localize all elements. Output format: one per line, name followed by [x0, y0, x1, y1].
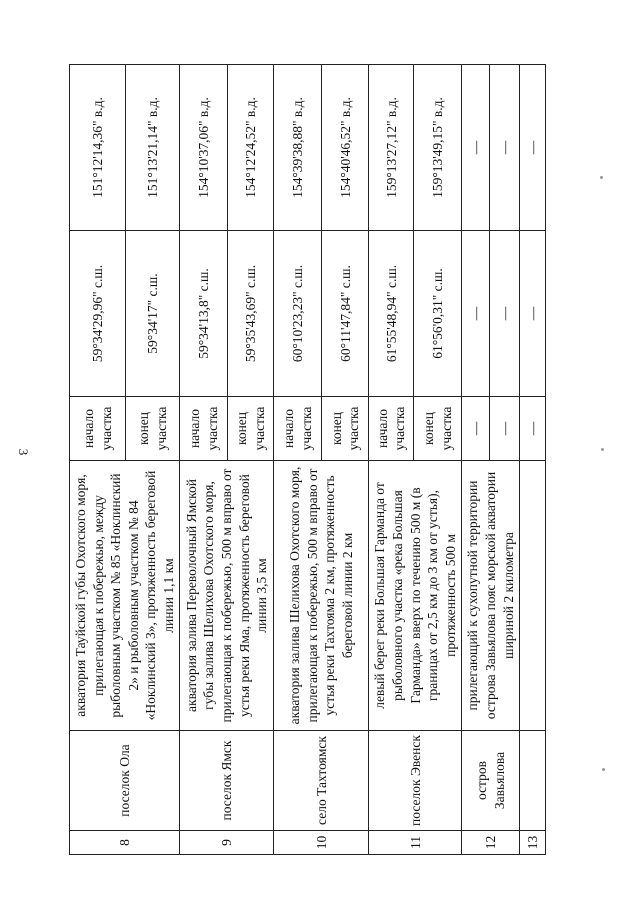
point-label: — [520, 397, 546, 461]
area-description: прилегающий к сухопутной территории острова Завьялова пояс морской акватории шириной 2 километра [462, 461, 520, 731]
page-number: 3 [16, 448, 31, 456]
row-number: 13 [520, 831, 546, 855]
settlement-name: поселок Эвенск [369, 731, 462, 831]
table-row [462, 65, 490, 855]
area-description: акватория залива Шелихова Охотского моря, прилегающая к побережью, 500 м вправо от устья реки Тахтояма 2 км, протяженность береговой линии 2 км [274, 461, 369, 731]
point-label: начало участка [70, 397, 126, 461]
point-label: конец участка [322, 397, 369, 461]
point-label: начало участка [180, 397, 228, 461]
latitude: 59°34'29,96" с.ш. [70, 231, 126, 397]
settlement-name: поселок Ямск [180, 731, 274, 831]
point-label: конец участка [228, 397, 274, 461]
longitude: 151°13'21,14" в.д. [126, 65, 180, 231]
area-description: левый берег реки Большая Гарманда от рыболовного участка «река Большая Гарманда» вверх по течению 500 м (в границах от 2,5 км до 3 км от устья), протяженность 500 м [369, 461, 462, 731]
longitude: 151°12'14,36" в.д. [70, 65, 126, 231]
latitude: — [520, 231, 546, 397]
longitude: — [462, 65, 490, 231]
point-label: начало участка [369, 397, 414, 461]
settlement-name [520, 731, 546, 831]
scan-speck [601, 448, 604, 451]
latitude: 61°56'0,31" с.ш. [414, 231, 462, 397]
latitude: 61°55'48,94" с.ш. [369, 231, 414, 397]
area-description [520, 461, 546, 731]
longitude: 159°13'49,15" в.д. [414, 65, 462, 231]
row-number: 10 [274, 831, 369, 855]
point-label: конец участка [414, 397, 462, 461]
longitude: 154°12'24,52" в.д. [228, 65, 274, 231]
row-number: 9 [180, 831, 274, 855]
point-label: начало участка [274, 397, 322, 461]
fishing-areas-table [69, 64, 546, 855]
area-description: акватория залива Переволочный Ямской губы залива Шелихова Охотского моря, прилегающая к побережью, 500 м вправо от устья реки Яма, протяженность береговой линии 3,5 км [180, 461, 274, 731]
settlement-name: село Тахтоямск [274, 731, 369, 831]
table-row [180, 65, 228, 855]
settlement-name: поселок Ола [70, 731, 180, 831]
scan-speck [602, 768, 605, 771]
table-row [520, 65, 546, 855]
latitude: 59°34'17" с.ш. [126, 231, 180, 397]
longitude: 154°40'46,52" в.д. [322, 65, 369, 231]
table-row [70, 65, 126, 855]
latitude: 59°35'43,69" с.ш. [228, 231, 274, 397]
scan-speck [600, 176, 603, 179]
rotated-table-container [69, 65, 540, 855]
row-number: 12 [462, 831, 520, 855]
longitude: — [490, 65, 520, 231]
row-number: 8 [70, 831, 180, 855]
latitude: — [462, 231, 490, 397]
area-description: акватория Тауйской губы Охотского моря, прилегающая к побережью, между рыболовным участком № 85 «Ноклинский 2» и рыболовным участком № 84 «Ноклинский 3», протяженность береговой линии 1,1 км [70, 461, 180, 731]
row-number: 11 [369, 831, 462, 855]
longitude: — [520, 65, 546, 231]
table-row [369, 65, 414, 855]
latitude: 60°10'23,23" с.ш. [274, 231, 322, 397]
latitude: 60°11'47,84" с.ш. [322, 231, 369, 397]
settlement-name: остров Завьялова [462, 731, 520, 831]
point-label: — [490, 397, 520, 461]
point-label: — [462, 397, 490, 461]
longitude: 154°39'38,88" в.д. [274, 65, 322, 231]
latitude: — [490, 231, 520, 397]
latitude: 59°34'13,8" с.ш. [180, 231, 228, 397]
longitude: 154°10'37,06" в.д. [180, 65, 228, 231]
longitude: 159°13'27,12" в.д. [369, 65, 414, 231]
point-label: конец участка [126, 397, 180, 461]
table-row [274, 65, 322, 855]
